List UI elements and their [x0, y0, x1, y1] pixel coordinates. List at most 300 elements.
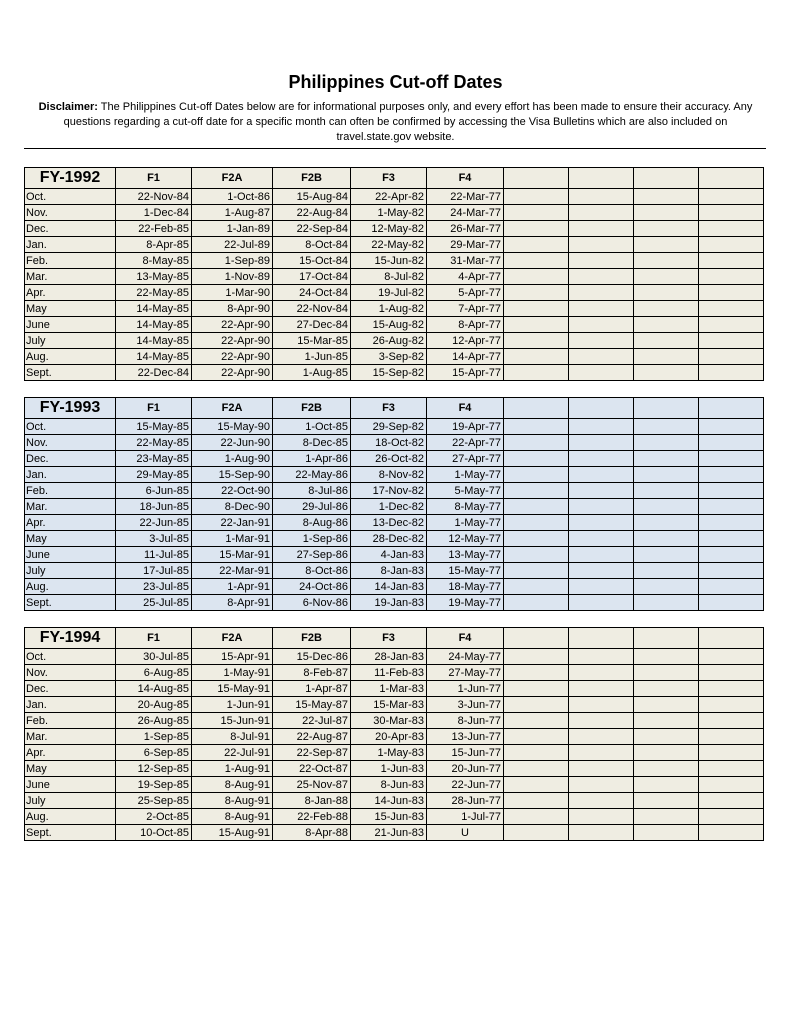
cutoff-date-cell: 26-Mar-77: [427, 221, 504, 237]
empty-cell: [504, 189, 569, 205]
empty-cell: [699, 237, 764, 253]
empty-cell: [634, 317, 699, 333]
column-header: F2B: [273, 398, 351, 419]
empty-cell: [504, 269, 569, 285]
table-row: [25, 579, 764, 595]
table-row: [25, 777, 764, 793]
cutoff-date-cell: 1-Dec-84: [116, 205, 192, 221]
cutoff-date-cell: 22-Nov-84: [116, 189, 192, 205]
cutoff-date-cell: 19-Apr-77: [427, 419, 504, 435]
cutoff-date-cell: 4-Jan-83: [351, 547, 427, 563]
disclaimer: [30, 100, 761, 145]
empty-cell: [699, 349, 764, 365]
cutoff-date-cell: 22-Sep-84: [273, 221, 351, 237]
cutoff-date-cell: 7-Apr-77: [427, 301, 504, 317]
cutoff-date-cell: 30-Jul-85: [116, 649, 192, 665]
table-row: [25, 301, 764, 317]
cutoff-date-cell: 8-Aug-91: [192, 793, 273, 809]
cutoff-date-cell: 15-Sep-82: [351, 365, 427, 381]
empty-cell: [634, 681, 699, 697]
empty-cell: [504, 317, 569, 333]
cutoff-date-cell: 1-Oct-85: [273, 419, 351, 435]
cutoff-date-cell: 8-Feb-87: [273, 665, 351, 681]
empty-header-cell: [569, 398, 634, 419]
cutoff-date-cell: 1-May-82: [351, 205, 427, 221]
cutoff-date-cell: 22-May-85: [116, 285, 192, 301]
month-cell: Oct.: [25, 419, 116, 435]
cutoff-date-cell: 6-Nov-86: [273, 595, 351, 611]
empty-cell: [699, 435, 764, 451]
cutoff-date-cell: 22-Jan-91: [192, 515, 273, 531]
empty-cell: [504, 349, 569, 365]
empty-cell: [634, 269, 699, 285]
empty-header-cell: [699, 168, 764, 189]
cutoff-date-cell: 22-Apr-90: [192, 333, 273, 349]
cutoff-date-cell: 30-Mar-83: [351, 713, 427, 729]
cutoff-date-cell: 14-Apr-77: [427, 349, 504, 365]
cutoff-date-cell: 12-May-77: [427, 531, 504, 547]
cutoff-date-cell: 8-Jan-88: [273, 793, 351, 809]
cutoff-date-cell: 22-Aug-84: [273, 205, 351, 221]
table-row: [25, 435, 764, 451]
empty-cell: [634, 579, 699, 595]
empty-cell: [634, 221, 699, 237]
cutoff-date-cell: 15-Mar-85: [273, 333, 351, 349]
month-cell: Aug.: [25, 809, 116, 825]
month-cell: Sept.: [25, 825, 116, 841]
fy-table: [24, 627, 764, 841]
empty-cell: [504, 579, 569, 595]
cutoff-date-cell: 22-Jul-87: [273, 713, 351, 729]
cutoff-date-cell: 22-Oct-87: [273, 761, 351, 777]
cutoff-date-cell: 1-Jun-85: [273, 349, 351, 365]
empty-header-cell: [699, 398, 764, 419]
empty-cell: [569, 793, 634, 809]
cutoff-date-cell: 8-Apr-77: [427, 317, 504, 333]
cutoff-date-cell: 8-Aug-86: [273, 515, 351, 531]
table-row: [25, 269, 764, 285]
empty-cell: [634, 595, 699, 611]
empty-header-cell: [634, 398, 699, 419]
column-header: F3: [351, 398, 427, 419]
empty-cell: [569, 205, 634, 221]
cutoff-date-cell: 26-Oct-82: [351, 451, 427, 467]
cutoff-date-cell: 22-Jun-77: [427, 777, 504, 793]
table-row: [25, 745, 764, 761]
table-header-row: [25, 168, 764, 189]
cutoff-date-cell: 22-Apr-77: [427, 435, 504, 451]
table-row: [25, 419, 764, 435]
table-row: [25, 649, 764, 665]
empty-cell: [634, 649, 699, 665]
empty-cell: [504, 221, 569, 237]
empty-cell: [504, 595, 569, 611]
table-row: [25, 761, 764, 777]
cutoff-date-cell: 14-Jun-83: [351, 793, 427, 809]
cutoff-date-cell: 15-Apr-91: [192, 649, 273, 665]
cutoff-date-cell: 1-Aug-91: [192, 761, 273, 777]
cutoff-date-cell: 25-Nov-87: [273, 777, 351, 793]
empty-cell: [699, 205, 764, 221]
month-cell: Feb.: [25, 713, 116, 729]
empty-cell: [569, 729, 634, 745]
empty-cell: [569, 531, 634, 547]
cutoff-date-cell: 14-May-85: [116, 333, 192, 349]
empty-cell: [634, 777, 699, 793]
cutoff-date-cell: 8-Jul-86: [273, 483, 351, 499]
cutoff-date-cell: 10-Oct-85: [116, 825, 192, 841]
cutoff-date-cell: 22-Mar-77: [427, 189, 504, 205]
table-row: [25, 825, 764, 841]
empty-cell: [634, 809, 699, 825]
empty-cell: [569, 317, 634, 333]
cutoff-date-cell: 15-Jun-83: [351, 809, 427, 825]
empty-cell: [569, 761, 634, 777]
cutoff-date-cell: 1-Aug-82: [351, 301, 427, 317]
empty-cell: [699, 809, 764, 825]
cutoff-date-cell: 12-May-82: [351, 221, 427, 237]
cutoff-date-cell: 31-Mar-77: [427, 253, 504, 269]
empty-cell: [634, 301, 699, 317]
empty-cell: [634, 745, 699, 761]
empty-cell: [699, 483, 764, 499]
cutoff-date-cell: 8-Apr-90: [192, 301, 273, 317]
cutoff-date-cell: 14-May-85: [116, 349, 192, 365]
column-header: F2A: [192, 628, 273, 649]
cutoff-date-cell: 15-May-87: [273, 697, 351, 713]
cutoff-date-cell: 6-Aug-85: [116, 665, 192, 681]
cutoff-date-cell: 1-Apr-87: [273, 681, 351, 697]
cutoff-date-cell: 18-May-77: [427, 579, 504, 595]
cutoff-date-cell: 1-May-83: [351, 745, 427, 761]
empty-cell: [569, 285, 634, 301]
empty-cell: [569, 697, 634, 713]
empty-cell: [634, 665, 699, 681]
month-cell: Apr.: [25, 285, 116, 301]
table-row: [25, 317, 764, 333]
empty-cell: [504, 451, 569, 467]
empty-cell: [699, 253, 764, 269]
cutoff-date-cell: 13-Dec-82: [351, 515, 427, 531]
empty-cell: [699, 681, 764, 697]
empty-cell: [504, 285, 569, 301]
empty-cell: [504, 419, 569, 435]
empty-cell: [699, 729, 764, 745]
table-header-row: [25, 398, 764, 419]
cutoff-date-cell: 1-Nov-89: [192, 269, 273, 285]
empty-cell: [634, 205, 699, 221]
cutoff-date-cell: 15-Mar-91: [192, 547, 273, 563]
cutoff-date-cell: 26-Aug-82: [351, 333, 427, 349]
fy-table: [24, 167, 764, 381]
empty-cell: [504, 515, 569, 531]
table-row: [25, 563, 764, 579]
cutoff-date-cell: 15-Jun-77: [427, 745, 504, 761]
cutoff-date-cell: 6-Jun-85: [116, 483, 192, 499]
cutoff-date-cell: 28-Dec-82: [351, 531, 427, 547]
cutoff-date-cell: 11-Feb-83: [351, 665, 427, 681]
empty-cell: [699, 285, 764, 301]
empty-cell: [504, 499, 569, 515]
empty-cell: [504, 777, 569, 793]
cutoff-date-cell: 1-Dec-82: [351, 499, 427, 515]
empty-cell: [699, 761, 764, 777]
empty-cell: [634, 499, 699, 515]
empty-cell: [569, 563, 634, 579]
cutoff-date-cell: 22-May-82: [351, 237, 427, 253]
table-row: [25, 467, 764, 483]
cutoff-date-cell: 15-May-90: [192, 419, 273, 435]
empty-cell: [569, 825, 634, 841]
cutoff-date-cell: 17-Nov-82: [351, 483, 427, 499]
month-cell: Jan.: [25, 467, 116, 483]
empty-cell: [569, 595, 634, 611]
empty-cell: [504, 809, 569, 825]
cutoff-date-cell: 24-Oct-86: [273, 579, 351, 595]
fiscal-year-label: FY-1994: [25, 628, 116, 649]
empty-cell: [699, 221, 764, 237]
month-cell: Sept.: [25, 365, 116, 381]
empty-cell: [504, 745, 569, 761]
cutoff-date-cell: 1-Mar-91: [192, 531, 273, 547]
cutoff-date-cell: 22-May-85: [116, 435, 192, 451]
empty-cell: [699, 697, 764, 713]
cutoff-date-cell: 29-May-85: [116, 467, 192, 483]
empty-cell: [634, 467, 699, 483]
cutoff-date-cell: 22-Jun-85: [116, 515, 192, 531]
empty-cell: [634, 761, 699, 777]
cutoff-date-cell: 11-Jul-85: [116, 547, 192, 563]
cutoff-date-cell: 12-Sep-85: [116, 761, 192, 777]
table-row: [25, 221, 764, 237]
column-header: F3: [351, 628, 427, 649]
table-row: [25, 809, 764, 825]
empty-cell: [504, 563, 569, 579]
cutoff-date-cell: 22-Jun-90: [192, 435, 273, 451]
table-row: [25, 681, 764, 697]
empty-cell: [504, 729, 569, 745]
cutoff-date-cell: 13-May-77: [427, 547, 504, 563]
empty-cell: [569, 499, 634, 515]
table-row: [25, 451, 764, 467]
cutoff-date-cell: 24-Mar-77: [427, 205, 504, 221]
cutoff-date-cell: 8-Dec-85: [273, 435, 351, 451]
empty-cell: [699, 301, 764, 317]
cutoff-date-cell: 8-Jan-83: [351, 563, 427, 579]
cutoff-date-cell: 8-Jun-77: [427, 713, 504, 729]
empty-cell: [699, 317, 764, 333]
cutoff-date-cell: 17-Oct-84: [273, 269, 351, 285]
cutoff-date-cell: 22-Apr-90: [192, 365, 273, 381]
cutoff-date-cell: 8-May-77: [427, 499, 504, 515]
column-header: F3: [351, 168, 427, 189]
cutoff-date-cell: 23-Jul-85: [116, 579, 192, 595]
table-row: [25, 793, 764, 809]
disclaimer-label: Disclaimer:: [38, 101, 98, 113]
cutoff-date-cell: 19-May-77: [427, 595, 504, 611]
month-cell: Oct.: [25, 649, 116, 665]
cutoff-date-cell: 1-Apr-91: [192, 579, 273, 595]
table-row: [25, 515, 764, 531]
empty-cell: [634, 333, 699, 349]
table-row: [25, 499, 764, 515]
cutoff-date-cell: 4-Apr-77: [427, 269, 504, 285]
fiscal-year-label: FY-1992: [25, 168, 116, 189]
empty-cell: [634, 365, 699, 381]
empty-cell: [504, 761, 569, 777]
empty-cell: [504, 205, 569, 221]
empty-cell: [569, 515, 634, 531]
cutoff-date-cell: 12-Apr-77: [427, 333, 504, 349]
cutoff-date-cell: 15-May-85: [116, 419, 192, 435]
cutoff-date-cell: 26-Aug-85: [116, 713, 192, 729]
cutoff-date-cell: 20-Aug-85: [116, 697, 192, 713]
cutoff-date-cell: 8-Apr-88: [273, 825, 351, 841]
cutoff-date-cell: 22-Jul-89: [192, 237, 273, 253]
cutoff-date-cell: 22-Apr-90: [192, 349, 273, 365]
empty-cell: [504, 483, 569, 499]
empty-header-cell: [504, 628, 569, 649]
cutoff-date-cell: 6-Sep-85: [116, 745, 192, 761]
cutoff-date-cell: 1-Aug-90: [192, 451, 273, 467]
month-cell: Nov.: [25, 435, 116, 451]
empty-cell: [699, 595, 764, 611]
empty-header-cell: [699, 628, 764, 649]
empty-cell: [699, 365, 764, 381]
empty-cell: [569, 435, 634, 451]
cutoff-date-cell: 8-Dec-90: [192, 499, 273, 515]
cutoff-date-cell: 15-Oct-84: [273, 253, 351, 269]
empty-cell: [634, 793, 699, 809]
empty-cell: [569, 547, 634, 563]
table-row: [25, 237, 764, 253]
empty-cell: [569, 253, 634, 269]
empty-cell: [699, 419, 764, 435]
cutoff-date-cell: 5-Apr-77: [427, 285, 504, 301]
cutoff-date-cell: 22-Feb-88: [273, 809, 351, 825]
table-row: [25, 253, 764, 269]
column-header: F4: [427, 168, 504, 189]
column-header: F1: [116, 168, 192, 189]
empty-cell: [504, 301, 569, 317]
month-cell: Aug.: [25, 579, 116, 595]
cutoff-date-cell: 1-Jul-77: [427, 809, 504, 825]
cutoff-date-cell: 18-Jun-85: [116, 499, 192, 515]
empty-cell: [569, 221, 634, 237]
cutoff-date-cell: 19-Jul-82: [351, 285, 427, 301]
cutoff-date-cell: 13-Jun-77: [427, 729, 504, 745]
month-cell: Dec.: [25, 681, 116, 697]
cutoff-date-cell: 8-Oct-84: [273, 237, 351, 253]
cutoff-date-cell: 1-Jun-83: [351, 761, 427, 777]
cutoff-date-cell: 27-May-77: [427, 665, 504, 681]
empty-cell: [569, 349, 634, 365]
cutoff-date-cell: U: [427, 825, 504, 841]
empty-cell: [569, 269, 634, 285]
cutoff-date-cell: 20-Jun-77: [427, 761, 504, 777]
cutoff-date-cell: 20-Apr-83: [351, 729, 427, 745]
empty-cell: [699, 713, 764, 729]
cutoff-date-cell: 15-Sep-90: [192, 467, 273, 483]
cutoff-date-cell: 3-Jul-85: [116, 531, 192, 547]
cutoff-date-cell: 8-Apr-85: [116, 237, 192, 253]
empty-cell: [699, 665, 764, 681]
cutoff-date-cell: 1-Sep-85: [116, 729, 192, 745]
cutoff-date-cell: 15-Aug-91: [192, 825, 273, 841]
empty-cell: [634, 547, 699, 563]
empty-cell: [634, 435, 699, 451]
cutoff-date-cell: 14-May-85: [116, 301, 192, 317]
empty-header-cell: [569, 168, 634, 189]
month-cell: Mar.: [25, 269, 116, 285]
table-row: [25, 349, 764, 365]
empty-cell: [699, 451, 764, 467]
cutoff-date-cell: 1-Mar-83: [351, 681, 427, 697]
cutoff-date-cell: 3-Sep-82: [351, 349, 427, 365]
month-cell: Dec.: [25, 451, 116, 467]
table-row: [25, 697, 764, 713]
empty-cell: [569, 809, 634, 825]
cutoff-date-cell: 14-Aug-85: [116, 681, 192, 697]
empty-cell: [569, 467, 634, 483]
cutoff-date-cell: 1-May-77: [427, 515, 504, 531]
empty-cell: [699, 531, 764, 547]
table-row: [25, 483, 764, 499]
cutoff-date-cell: 8-May-85: [116, 253, 192, 269]
empty-cell: [634, 253, 699, 269]
column-header: F2B: [273, 628, 351, 649]
page-title: Philippines Cut-off Dates: [288, 72, 503, 92]
empty-cell: [504, 547, 569, 563]
empty-cell: [569, 451, 634, 467]
cutoff-date-cell: 22-Nov-84: [273, 301, 351, 317]
table-row: [25, 205, 764, 221]
cutoff-date-cell: 8-Nov-82: [351, 467, 427, 483]
month-cell: Nov.: [25, 665, 116, 681]
cutoff-date-cell: 27-Dec-84: [273, 317, 351, 333]
empty-cell: [504, 713, 569, 729]
cutoff-date-cell: 3-Jun-77: [427, 697, 504, 713]
table-row: [25, 365, 764, 381]
empty-cell: [569, 237, 634, 253]
empty-cell: [504, 793, 569, 809]
cutoff-date-cell: 22-Oct-90: [192, 483, 273, 499]
cutoff-date-cell: 28-Jan-83: [351, 649, 427, 665]
month-cell: Aug.: [25, 349, 116, 365]
empty-cell: [569, 483, 634, 499]
month-cell: Apr.: [25, 515, 116, 531]
cutoff-date-cell: 1-May-77: [427, 467, 504, 483]
cutoff-date-cell: 25-Sep-85: [116, 793, 192, 809]
table-row: [25, 547, 764, 563]
table-row: [25, 713, 764, 729]
cutoff-date-cell: 22-Sep-87: [273, 745, 351, 761]
cutoff-date-cell: 8-Aug-91: [192, 809, 273, 825]
cutoff-date-cell: 1-Mar-90: [192, 285, 273, 301]
cutoff-date-cell: 15-Mar-83: [351, 697, 427, 713]
empty-cell: [569, 333, 634, 349]
cutoff-date-cell: 8-Jul-91: [192, 729, 273, 745]
column-header: F2B: [273, 168, 351, 189]
empty-cell: [634, 563, 699, 579]
empty-cell: [634, 189, 699, 205]
empty-cell: [504, 435, 569, 451]
empty-cell: [569, 579, 634, 595]
cutoff-date-cell: 1-Aug-85: [273, 365, 351, 381]
cutoff-date-cell: 27-Sep-86: [273, 547, 351, 563]
cutoff-date-cell: 29-Jul-86: [273, 499, 351, 515]
table-header-row: [25, 628, 764, 649]
